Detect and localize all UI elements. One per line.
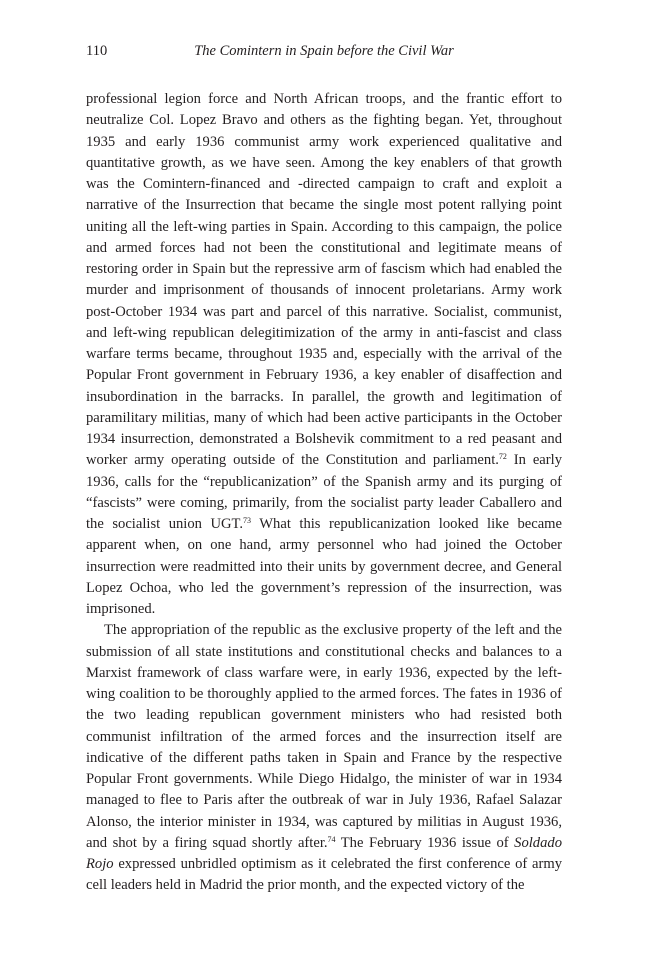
paragraph-1-text-1: professional legion force and North African troops, and the frantic effort to neutralize Col. Lopez Bravo and others as the fighting began. Yet, throughout 1935 and early 1936 communist army work experienced qualitative and quantitative growth, as we have seen. Among the key enablers of that growth was the Comintern-financed and -directed campaign to craft and exploit a narrative of the Insurrection that became the single most potent rallying point uniting all the left-wing parties in Spain. According to this campaign, the police and armed forces had not been the constitutional and legitimate means of restoring order in Spain but the repressive arm of fascism which had enabled the murder and imprisonment of thousands of innocent proletarians. Army work post-October 1934 was part and parcel of this narrative. Socialist, communist, and left-wing republican delegitimization of the army in anti-fascist and class warfare terms became, throughout 1935 and, especially with the arrival of the Popular Front government in February 1936, a key enabler of disaffection and insubordination in the barracks. In parallel, the growth and legitimation of paramilitary militias, many of which had been active participants in the October 1934 insurrection, demonstrated a Bolshevik commitment to a red peasant and worker army operating outside of the Constitution and parliament. [86, 91, 562, 469]
page-number: 110 [86, 43, 108, 59]
paragraph-2-text-3: expressed unbridled optimism as it celebrated the first conference of army cell leaders held in Madrid the prior month, and the expected victory of the [86, 856, 562, 894]
footnote-ref-72: 72 [498, 452, 507, 462]
paragraph-1-text-2: In early 1936, calls for the “republicanization” of the Spanish army and its purging of “fascists” were coming, primarily, from the socialist party leader Caballero and the socialist union UGT. [86, 452, 562, 532]
publication-title: Soldado Rojo [86, 834, 562, 872]
footnote-ref-74: 74 [327, 834, 336, 844]
footnote-ref-73: 73 [243, 516, 252, 525]
paragraph-1-text-3: What this republicanization looked like became apparent when, on one hand, army personnel who had joined the October insurrection were readmitted into their units by government decree, and General Lopez Ochoa, who led the government’s repression of the insurrection, was imprisoned. [86, 516, 563, 617]
paragraph-2-text-2: The February 1936 issue of [335, 834, 515, 851]
running-header [86, 40, 562, 62]
body-text [86, 89, 562, 897]
paragraph-2-text-1: The appropriation of the republic as the exclusive property of the left and the submission of all state institutions and constitutional checks and balances to a Marxist framework of class warfare were, in early 1936, expected by the left-wing coalition to be thoroughly applied to the armed forces. The fates in 1936 of the two leading republican government ministers who had resisted both communist infiltration of the armed forces and the insurrection itself are indicative of the different paths taken in Spain and France by the respective Popular Front governments. While Diego Hidalgo, the minister of war in 1934 managed to flee to Paris after the outbreak of war in July 1936, Rafael Salazar Alonso, the interior minister in 1934, was captured by militias in August 1936, and shot by a firing squad shortly after. [86, 622, 562, 851]
paragraph-2 [86, 620, 562, 896]
paragraph-1 [86, 89, 562, 620]
running-title: The Comintern in Spain before the Civil War [194, 43, 454, 59]
